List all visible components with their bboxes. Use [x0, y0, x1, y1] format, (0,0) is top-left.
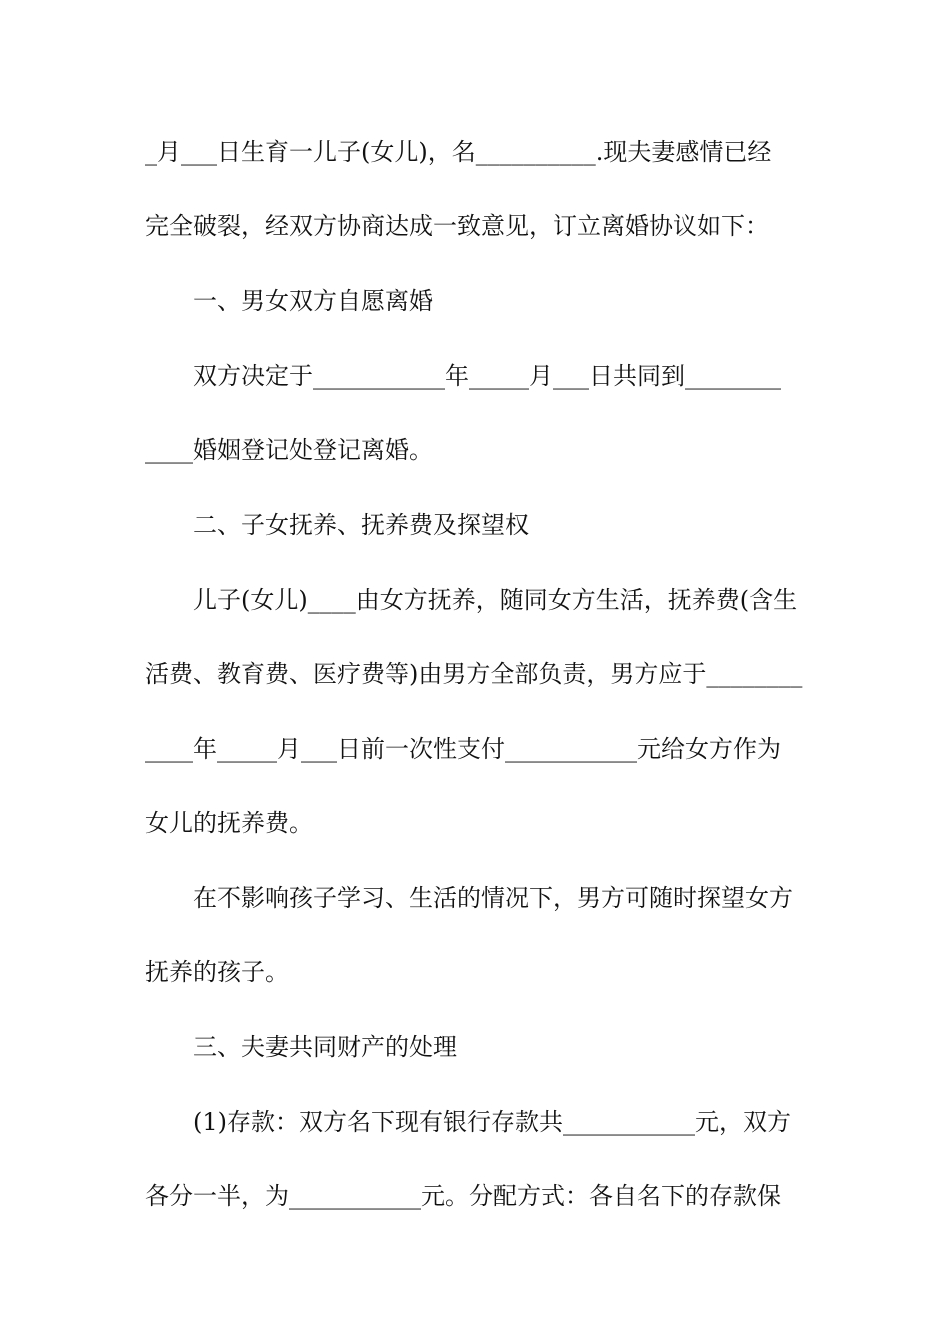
text-line: 在不影响孩子学习、生活的情况下，男方可随时探望女方 [193, 884, 793, 912]
section-heading: 三、夫妻共同财产的处理 [193, 1033, 457, 1061]
text-line: 各分一半，为___________元。分配方式：各自名下的存款保 [145, 1182, 781, 1210]
text-line: _月___日生育一儿子(女儿)，名__________.现夫妻感情已经 [145, 138, 772, 166]
text-line: 活费、教育费、医疗费等)由男方全部负责，男方应于________ [145, 660, 803, 688]
section-heading: 一、男女双方自愿离婚 [193, 287, 433, 315]
text-line: 双方决定于___________年_____月___日共同到________ [193, 362, 781, 390]
section-heading: 二、子女抚养、抚养费及探望权 [193, 511, 529, 539]
text-line: 儿子(女儿)____由女方抚养，随同女方生活，抚养费(含生 [193, 586, 798, 614]
text-line: ____年_____月___日前一次性支付___________元给女方作为 [145, 735, 781, 763]
text-line: 抚养的孩子。 [145, 958, 289, 986]
text-line: (1)存款：双方名下现有银行存款共___________元，双方 [193, 1108, 791, 1136]
text-line: 完全破裂，经双方协商达成一致意见，订立离婚协议如下： [145, 212, 769, 240]
text-line: 女儿的抚养费。 [145, 809, 313, 837]
text-line: ____婚姻登记处登记离婚。 [145, 436, 433, 464]
